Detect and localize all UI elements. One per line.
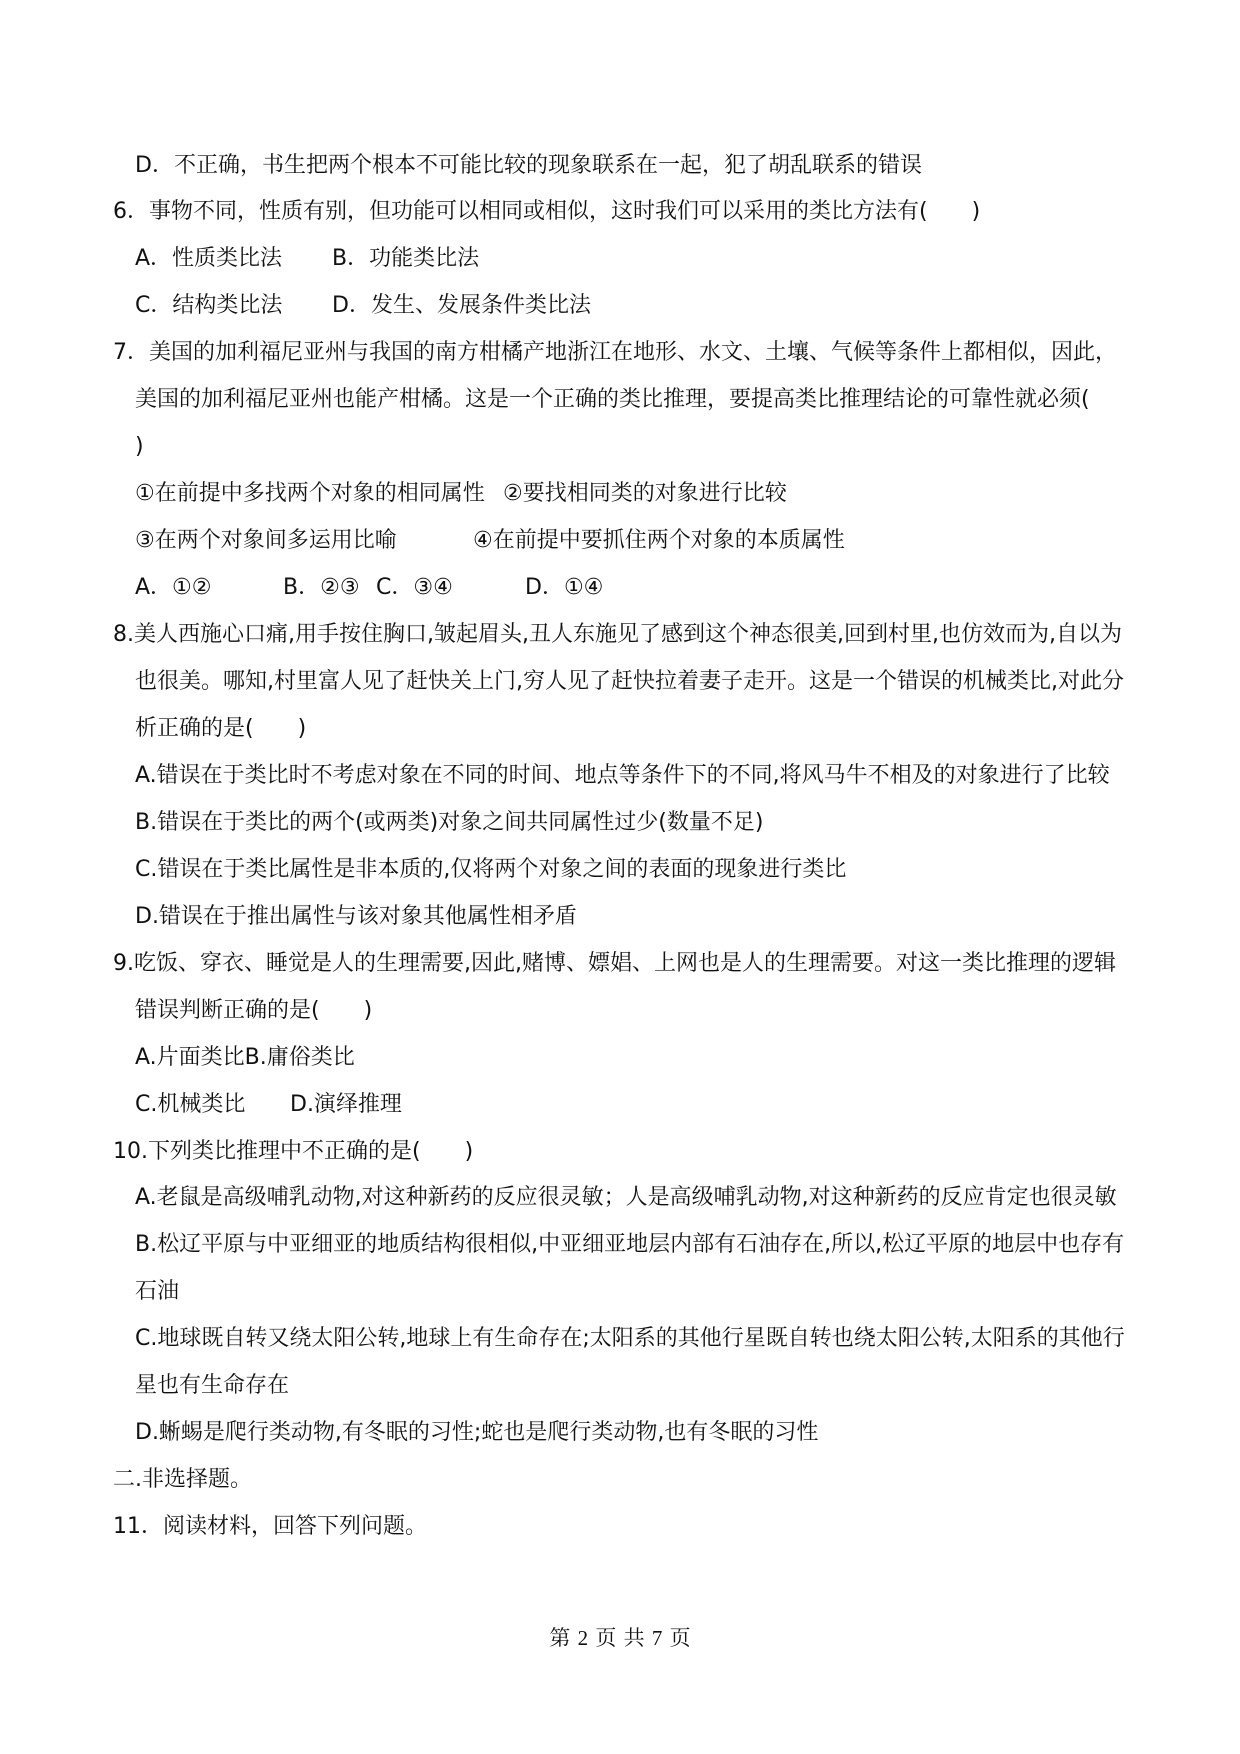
q9-options-a-b: A.片面类比B.庸俗类比 (135, 1045, 355, 1070)
q7-statement-3: ③在两个对象间多运用比喻 (135, 528, 397, 553)
q10-stem: 10.下列类比推理中不正确的是( ) (113, 1139, 474, 1164)
q8-stem-line-1: 8.美人西施心口痛,用手按住胸口,皱起眉头,丑人东施见了感到这个神态很美,回到村里,也仿效而为,自以为 (113, 622, 1122, 647)
q9-option-d: D.演绎推理 (290, 1092, 402, 1117)
q7-option-d: D．①④ (525, 575, 604, 600)
q9-option-c: C.机械类比 (135, 1092, 246, 1117)
q7-statement-2: ②要找相同类的对象进行比较 (503, 481, 787, 506)
q6-options-row-2 (135, 282, 1035, 329)
q7-statements-row-1 (135, 470, 1035, 517)
section-heading: 二.非选择题。 (113, 1467, 252, 1492)
q10-option-c-line-2: 星也有生命存在 (135, 1373, 290, 1398)
q6-option-a: A．性质类比法 (135, 246, 283, 271)
q7-statement-1: ①在前提中多找两个对象的相同属性 (135, 481, 485, 506)
q8-option-c: C.错误在于类比属性是非本质的,仅将两个对象之间的表面的现象进行类比 (135, 857, 847, 882)
q10-option-d: D.蜥蜴是爬行类动物,有冬眠的习性;蛇也是爬行类动物,也有冬眠的习性 (135, 1420, 819, 1445)
q7-stem-line-1: 7．美国的加利福尼亚州与我国的南方柑橘产地浙江在地形、水文、土壤、气候等条件上都相似，因此， (113, 340, 1118, 365)
q6-options-row-1 (135, 235, 1035, 282)
q10-option-c-line-1: C.地球既自转又绕太阳公转,地球上有生命存在;太阳系的其他行星既自转也绕太阳公转,太阳系的其他行 (135, 1326, 1125, 1351)
q9-options-row-2 (135, 1081, 1035, 1128)
q7-statements-row-2 (135, 517, 1035, 564)
q9-stem-line-1: 9.吃饭、穿衣、睡觉是人的生理需要,因此,赌博、嫖娼、上网也是人的生理需要。对这一类比推理的逻辑 (113, 951, 1116, 976)
q11-stem: 11．阅读材料，回答下列问题。 (113, 1514, 427, 1539)
page-footer: 第 2 页 共 7 页 (549, 1626, 691, 1650)
q8-option-d: D.错误在于推出属性与该对象其他属性相矛盾 (135, 904, 577, 929)
q8-option-a: A.错误在于类比时不考虑对象在不同的时间、地点等条件下的不同,将风马牛不相及的对象进行了比较 (135, 763, 1110, 788)
q7-stem-line-3: ) (135, 434, 144, 459)
q8-stem-line-2: 也很美。哪知,村里富人见了赶快关上门,穷人见了赶快拉着妻子走开。这是一个错误的机械类比,对此分 (135, 669, 1124, 694)
q9-stem-line-2: 错误判断正确的是( ) (135, 998, 373, 1023)
q10-option-a: A.老鼠是高级哺乳动物,对这种新药的反应很灵敏；人是高级哺乳动物,对这种新药的反应肯定也很灵敏 (135, 1185, 1117, 1210)
q7-option-b: B．②③ (283, 575, 360, 600)
q6-stem: 6．事物不同，性质有别，但功能可以相同或相似，这时我们可以采用的类比方法有( ) (113, 199, 981, 224)
q8-option-b: B.错误在于类比的两个(或两类)对象之间共同属性过少(数量不足) (135, 810, 764, 835)
q10-option-b-line-1: B.松辽平原与中亚细亚的地质结构很相似,中亚细亚地层内部有石油存在,所以,松辽平原的地层中也存有 (135, 1232, 1125, 1257)
q7-options-row (135, 564, 1035, 611)
q10-option-b-line-2: 石油 (135, 1279, 180, 1304)
q6-option-d: D．发生、发展条件类比法 (332, 293, 591, 318)
q5-option-d: D．不正确，书生把两个根本不可能比较的现象联系在一起，犯了胡乱联系的错误 (135, 153, 922, 178)
q7-stem-line-2: 美国的加利福尼亚州也能产柑橘。这是一个正确的类比推理，要提高类比推理结论的可靠性就必须( (135, 387, 1090, 412)
q7-option-c: C．③④ (376, 575, 453, 600)
q7-statement-4: ④在前提中要抓住两个对象的本质属性 (473, 528, 845, 553)
q7-option-a: A．①② (135, 575, 212, 600)
q6-option-b: B．功能类比法 (332, 246, 480, 271)
q6-option-c: C．结构类比法 (135, 293, 283, 318)
q8-stem-line-3: 析正确的是( ) (135, 716, 307, 741)
